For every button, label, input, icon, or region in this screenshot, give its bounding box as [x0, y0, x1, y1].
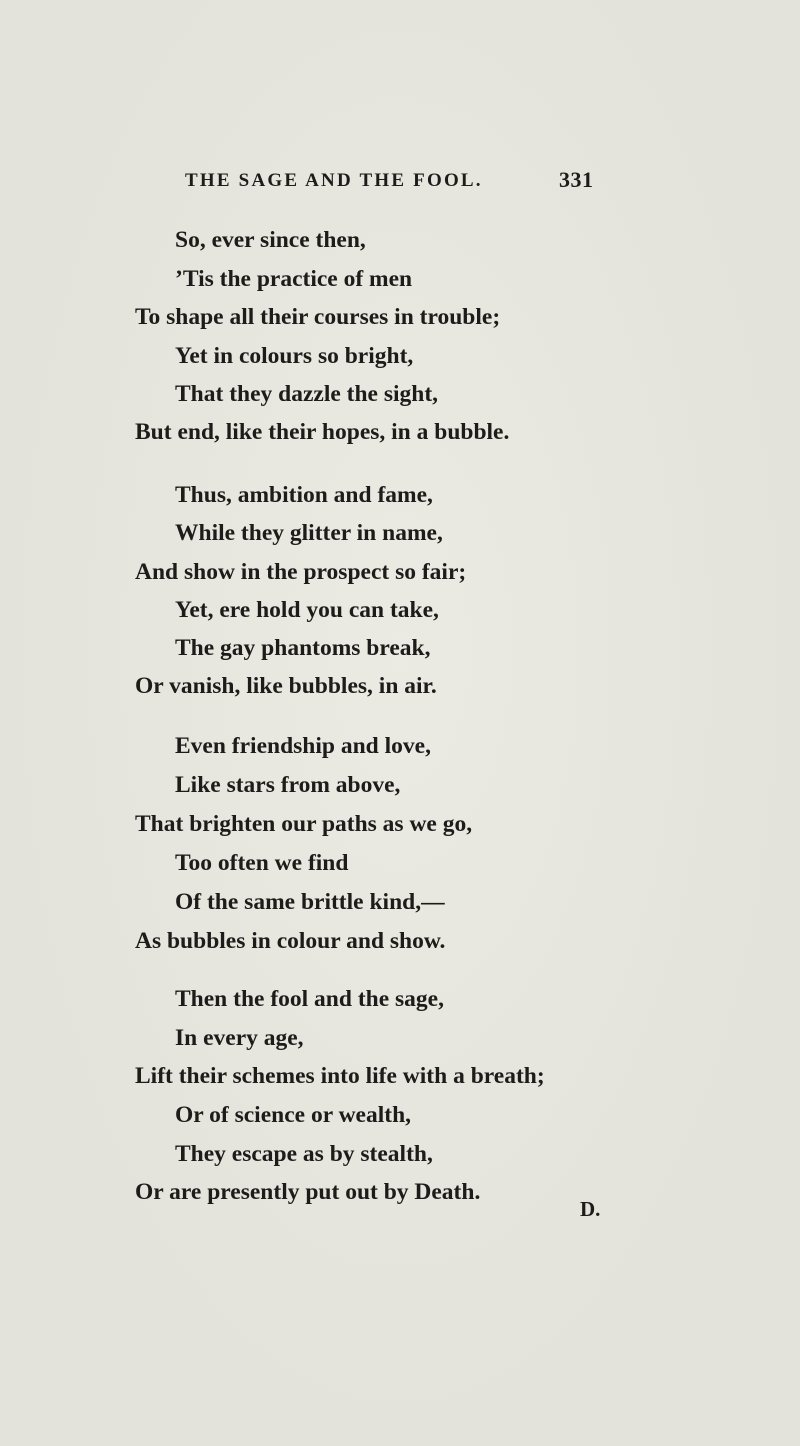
author-signature: D.: [580, 1197, 601, 1221]
verse-line: And show in the prospect so fair;: [135, 559, 467, 585]
verse-line: Or are presently put out by Death.: [135, 1179, 481, 1205]
verse-line: They escape as by stealth,: [175, 1141, 433, 1167]
verse-line: Yet, ere hold you can take,: [175, 597, 439, 623]
verse-line: Or vanish, like bubbles, in air.: [135, 673, 437, 699]
verse-line: The gay phantoms break,: [175, 635, 431, 661]
verse-line: Or of science or wealth,: [175, 1102, 412, 1128]
verse-line: Yet in colours so bright,: [175, 343, 414, 369]
verse-line: ’Tis the practice of men: [175, 266, 413, 292]
verse-line: Thus, ambition and fame,: [175, 482, 433, 508]
verse-line: Even friendship and love,: [175, 733, 431, 759]
verse-line: In every age,: [175, 1025, 304, 1051]
verse-line: As bubbles in colour and show.: [135, 928, 446, 954]
verse-line: That they dazzle the sight,: [175, 381, 439, 407]
verse-line: Of the same brittle kind,—: [175, 889, 445, 915]
verse-line: Too often we find: [175, 850, 349, 876]
verse-line: To shape all their courses in trouble;: [135, 304, 501, 330]
page-number: 331: [559, 167, 594, 192]
verse-line: Like stars from above,: [175, 772, 401, 798]
verse-line: While they glitter in name,: [175, 520, 443, 546]
verse-line: Then the fool and the sage,: [175, 986, 444, 1012]
verse-line: Lift their schemes into life with a breath;: [135, 1063, 545, 1089]
verse-line: But end, like their hopes, in a bubble.: [135, 419, 510, 445]
verse-line: So, ever since then,: [175, 227, 366, 253]
verse-line: That brighten our paths as we go,: [135, 811, 473, 837]
running-title: THE SAGE AND THE FOOL.: [185, 170, 483, 191]
